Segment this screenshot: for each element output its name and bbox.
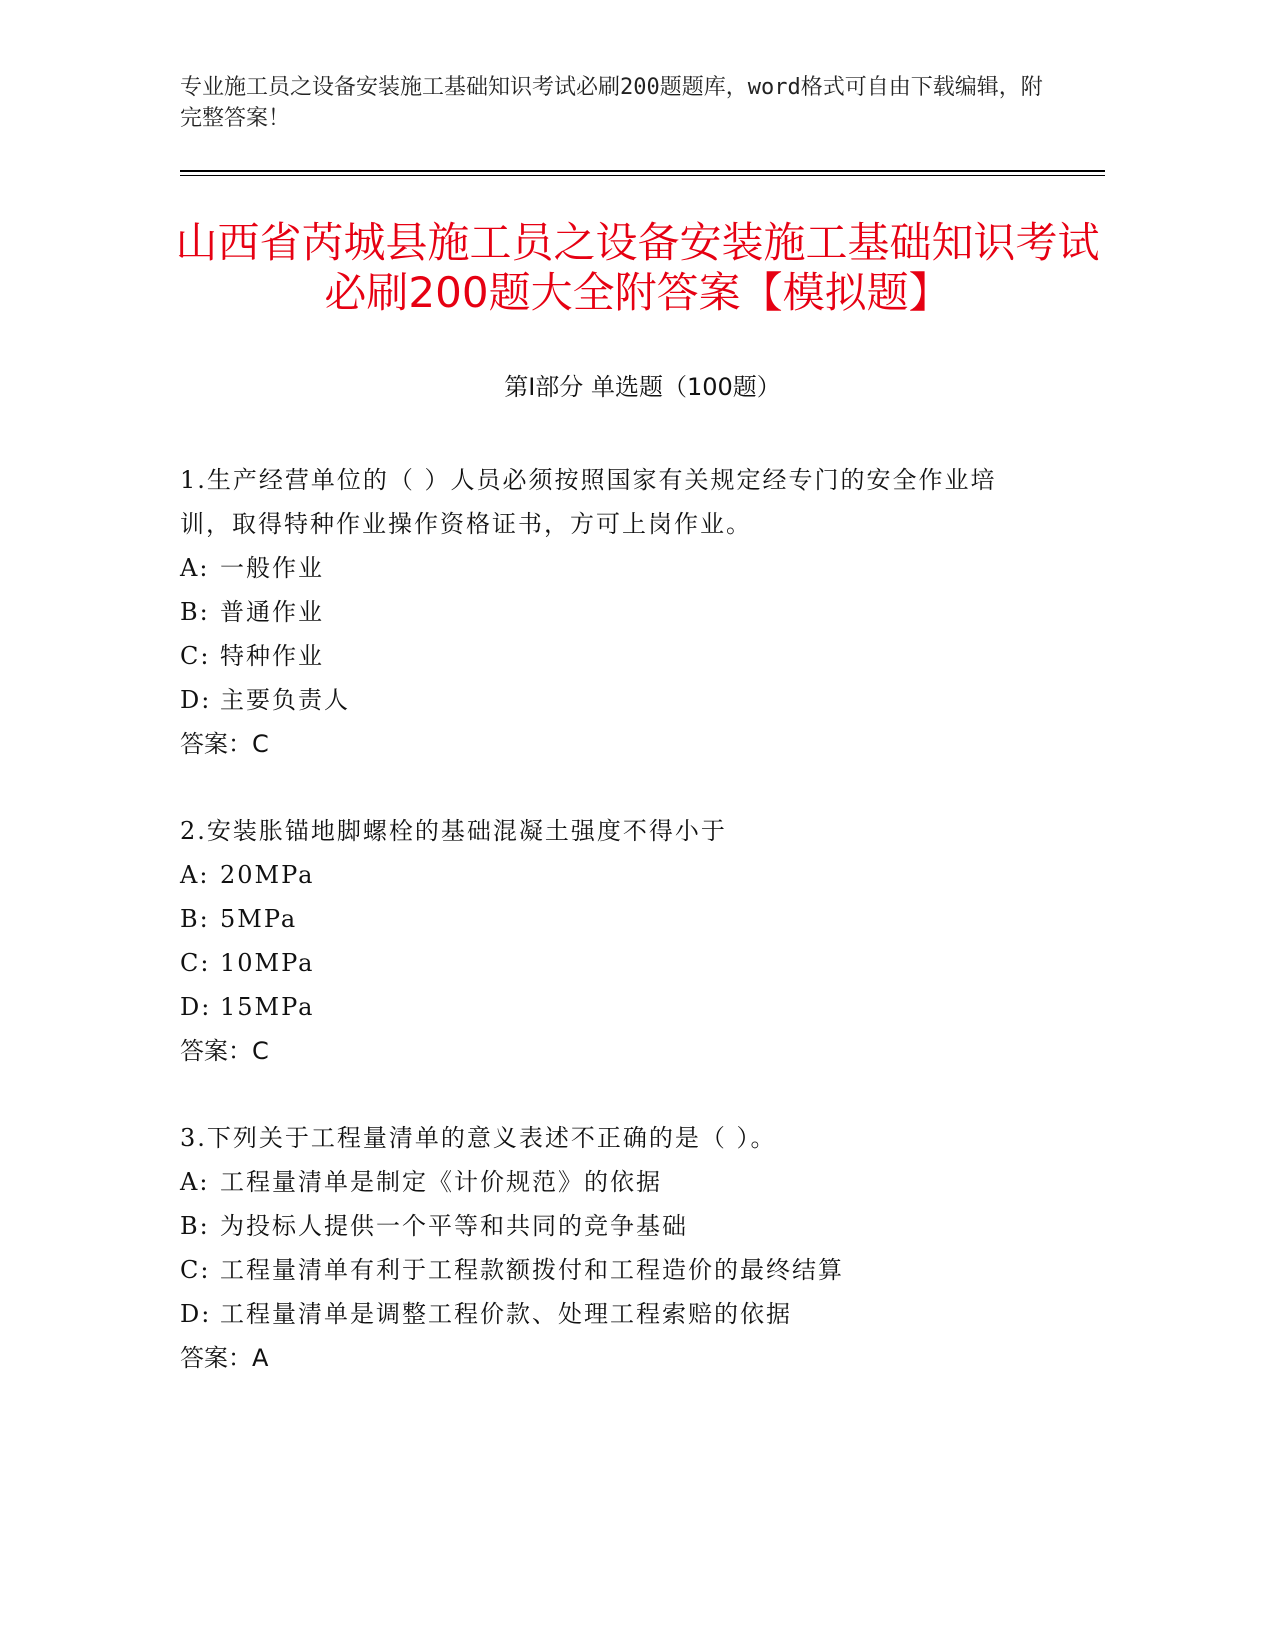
question-3 xyxy=(180,1116,1040,1380)
option-text: 特种作业 xyxy=(220,642,324,670)
option-b xyxy=(180,897,1040,941)
option-letter: D: xyxy=(180,1300,212,1328)
question-number: 3. xyxy=(180,1124,207,1152)
option-d xyxy=(180,985,1040,1029)
option-c xyxy=(180,634,1040,678)
option-c xyxy=(180,1248,1040,1292)
option-text: 5MPa xyxy=(220,905,298,933)
option-letter: A: xyxy=(180,554,210,582)
question-list xyxy=(180,458,1040,1423)
answer-value: A xyxy=(252,1344,269,1372)
header-note: 专业施工员之设备安装施工基础知识考试必刷200题题库，word格式可自由下载编辑，附完整答案！ xyxy=(180,75,1043,131)
option-text: 主要负责人 xyxy=(220,686,350,714)
answer-value: C xyxy=(252,1037,269,1065)
question-number: 2. xyxy=(180,817,207,845)
answer-line xyxy=(180,722,1040,766)
option-letter: D: xyxy=(180,993,212,1021)
question-text: 下列关于工程量清单的意义表述不正确的是（ ）。 xyxy=(206,1124,777,1152)
option-d xyxy=(180,1292,1040,1336)
option-text: 15MPa xyxy=(220,993,315,1021)
option-text: 普通作业 xyxy=(220,598,324,626)
question-1 xyxy=(180,458,1040,766)
header-rule-thin xyxy=(180,175,1105,176)
question-text: 安装胀锚地脚螺栓的基础混凝土强度不得小于 xyxy=(206,817,727,845)
option-letter: B: xyxy=(180,1212,210,1240)
question-stem xyxy=(180,809,1040,853)
option-a xyxy=(180,546,1040,590)
option-text: 10MPa xyxy=(220,949,315,977)
option-text: 工程量清单是调整工程价款、处理工程索赔的依据 xyxy=(220,1300,792,1328)
question-stem xyxy=(180,458,1040,546)
option-text: 为投标人提供一个平等和共同的竞争基础 xyxy=(220,1212,688,1240)
answer-label: 答案： xyxy=(180,1344,252,1372)
document-title: 山西省芮城县施工员之设备安装施工基础知识考试必刷200题大全附答案【模拟题】 xyxy=(175,218,1100,317)
option-letter: B: xyxy=(180,905,210,933)
option-text: 一般作业 xyxy=(220,554,324,582)
question-2 xyxy=(180,809,1040,1073)
question-stem xyxy=(180,1116,1040,1160)
answer-line xyxy=(180,1029,1040,1073)
option-text: 20MPa xyxy=(220,861,315,889)
option-letter: D: xyxy=(180,686,212,714)
answer-label: 答案： xyxy=(180,730,252,758)
option-letter: B: xyxy=(180,598,210,626)
question-number: 1. xyxy=(180,466,207,494)
answer-label: 答案： xyxy=(180,1037,252,1065)
option-a xyxy=(180,853,1040,897)
option-c xyxy=(180,941,1040,985)
option-letter: C: xyxy=(180,949,211,977)
section-heading: 第Ⅰ部分 单选题（100题） xyxy=(504,373,781,401)
option-a xyxy=(180,1160,1040,1204)
option-letter: C: xyxy=(180,642,211,670)
question-text: 生产经营单位的（ ）人员必须按照国家有关规定经专门的安全作业培训，取得特种作业操作资格证书，方可上岗作业。 xyxy=(180,466,997,538)
option-b xyxy=(180,590,1040,634)
option-letter: A: xyxy=(180,861,210,889)
option-text: 工程量清单是制定《计价规范》的依据 xyxy=(220,1168,662,1196)
header-rule-thick xyxy=(180,170,1105,172)
option-d xyxy=(180,678,1040,722)
option-letter: A: xyxy=(180,1168,210,1196)
answer-value: C xyxy=(252,730,269,758)
option-letter: C: xyxy=(180,1256,211,1284)
answer-line xyxy=(180,1336,1040,1380)
option-text: 工程量清单有利于工程款额拨付和工程造价的最终结算 xyxy=(220,1256,844,1284)
option-b xyxy=(180,1204,1040,1248)
